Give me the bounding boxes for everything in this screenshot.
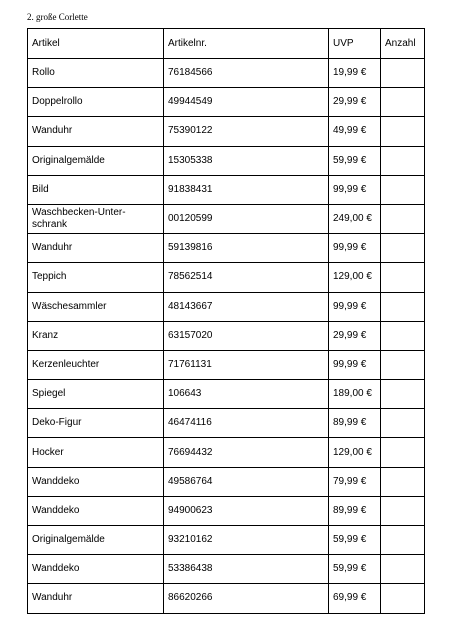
cell-uvp: 249,00 € <box>329 204 381 233</box>
cell-uvp: 59,99 € <box>329 526 381 555</box>
table-header-row <box>28 29 425 59</box>
cell-anzahl <box>381 438 425 467</box>
cell-anzahl <box>381 350 425 379</box>
cell-artikelnr: 106643 <box>164 380 329 409</box>
header-uvp: UVP <box>329 29 381 59</box>
document-heading: 2. große Corlette <box>27 12 88 22</box>
cell-uvp: 79,99 € <box>329 467 381 496</box>
cell-uvp: 99,99 € <box>329 175 381 204</box>
cell-artikelnr: 46474116 <box>164 409 329 438</box>
cell-artikelnr: 15305338 <box>164 146 329 175</box>
cell-artikelnr: 94900623 <box>164 496 329 525</box>
cell-uvp: 89,99 € <box>329 496 381 525</box>
cell-artikelnr: 48143667 <box>164 292 329 321</box>
table-row <box>28 234 425 263</box>
cell-uvp: 59,99 € <box>329 555 381 584</box>
cell-anzahl <box>381 117 425 146</box>
cell-artikel: Wanduhr <box>28 117 164 146</box>
cell-anzahl <box>381 263 425 292</box>
table-row <box>28 409 425 438</box>
table-row <box>28 350 425 379</box>
table-row <box>28 292 425 321</box>
cell-artikel: Wäschesammler <box>28 292 164 321</box>
cell-artikelnr: 91838431 <box>164 175 329 204</box>
table-row <box>28 438 425 467</box>
table-row <box>28 584 425 613</box>
cell-uvp: 129,00 € <box>329 263 381 292</box>
table-row <box>28 467 425 496</box>
cell-artikelnr: 75390122 <box>164 117 329 146</box>
cell-artikel: Wanduhr <box>28 584 164 613</box>
table-row <box>28 526 425 555</box>
cell-artikelnr: 53386438 <box>164 555 329 584</box>
cell-anzahl <box>381 321 425 350</box>
cell-uvp: 69,99 € <box>329 584 381 613</box>
cell-artikelnr: 76694432 <box>164 438 329 467</box>
cell-artikel: Originalgemälde <box>28 526 164 555</box>
cell-uvp: 99,99 € <box>329 234 381 263</box>
cell-artikelnr: 49944549 <box>164 88 329 117</box>
cell-artikel: Kerzenleuchter <box>28 350 164 379</box>
cell-artikel: Deko-Figur <box>28 409 164 438</box>
table-row <box>28 88 425 117</box>
article-table <box>27 28 425 614</box>
cell-artikel: Hocker <box>28 438 164 467</box>
header-artikelnr: Artikelnr. <box>164 29 329 59</box>
cell-artikelnr: 71761131 <box>164 350 329 379</box>
header-anzahl: Anzahl <box>381 29 425 59</box>
cell-uvp: 29,99 € <box>329 88 381 117</box>
cell-uvp: 59,99 € <box>329 146 381 175</box>
cell-anzahl <box>381 204 425 233</box>
cell-anzahl <box>381 555 425 584</box>
cell-anzahl <box>381 292 425 321</box>
cell-anzahl <box>381 526 425 555</box>
table-row <box>28 321 425 350</box>
table-row <box>28 204 425 233</box>
cell-uvp: 89,99 € <box>329 409 381 438</box>
cell-artikel: Bild <box>28 175 164 204</box>
cell-uvp: 19,99 € <box>329 59 381 88</box>
table-row <box>28 380 425 409</box>
cell-artikel: Kranz <box>28 321 164 350</box>
cell-artikel: Wanddeko <box>28 496 164 525</box>
cell-anzahl <box>381 584 425 613</box>
cell-artikel: Rollo <box>28 59 164 88</box>
cell-artikelnr: 93210162 <box>164 526 329 555</box>
cell-uvp: 129,00 € <box>329 438 381 467</box>
cell-artikelnr: 76184566 <box>164 59 329 88</box>
table-row <box>28 59 425 88</box>
cell-artikel: Doppelrollo <box>28 88 164 117</box>
table-body <box>28 59 425 614</box>
cell-anzahl <box>381 467 425 496</box>
cell-anzahl <box>381 59 425 88</box>
cell-artikel: Wanddeko <box>28 555 164 584</box>
cell-anzahl <box>381 496 425 525</box>
table-row <box>28 175 425 204</box>
cell-uvp: 99,99 € <box>329 350 381 379</box>
cell-artikelnr: 86620266 <box>164 584 329 613</box>
cell-artikelnr: 63157020 <box>164 321 329 350</box>
cell-artikel: Wanduhr <box>28 234 164 263</box>
table-row <box>28 496 425 525</box>
table-row <box>28 117 425 146</box>
cell-anzahl <box>381 409 425 438</box>
cell-artikelnr: 78562514 <box>164 263 329 292</box>
cell-artikel: Waschbecken-Unter-schrank <box>28 204 164 233</box>
table-row <box>28 263 425 292</box>
cell-artikel: Teppich <box>28 263 164 292</box>
cell-artikel: Originalgemälde <box>28 146 164 175</box>
cell-anzahl <box>381 380 425 409</box>
cell-artikel: Wanddeko <box>28 467 164 496</box>
cell-artikelnr: 49586764 <box>164 467 329 496</box>
table-row <box>28 146 425 175</box>
cell-uvp: 29,99 € <box>329 321 381 350</box>
cell-uvp: 49,99 € <box>329 117 381 146</box>
cell-artikelnr: 00120599 <box>164 204 329 233</box>
header-artikel: Artikel <box>28 29 164 59</box>
cell-anzahl <box>381 88 425 117</box>
cell-artikelnr: 59139816 <box>164 234 329 263</box>
cell-artikel: Spiegel <box>28 380 164 409</box>
table-row <box>28 555 425 584</box>
cell-anzahl <box>381 175 425 204</box>
cell-anzahl <box>381 234 425 263</box>
cell-uvp: 99,99 € <box>329 292 381 321</box>
cell-uvp: 189,00 € <box>329 380 381 409</box>
cell-anzahl <box>381 146 425 175</box>
